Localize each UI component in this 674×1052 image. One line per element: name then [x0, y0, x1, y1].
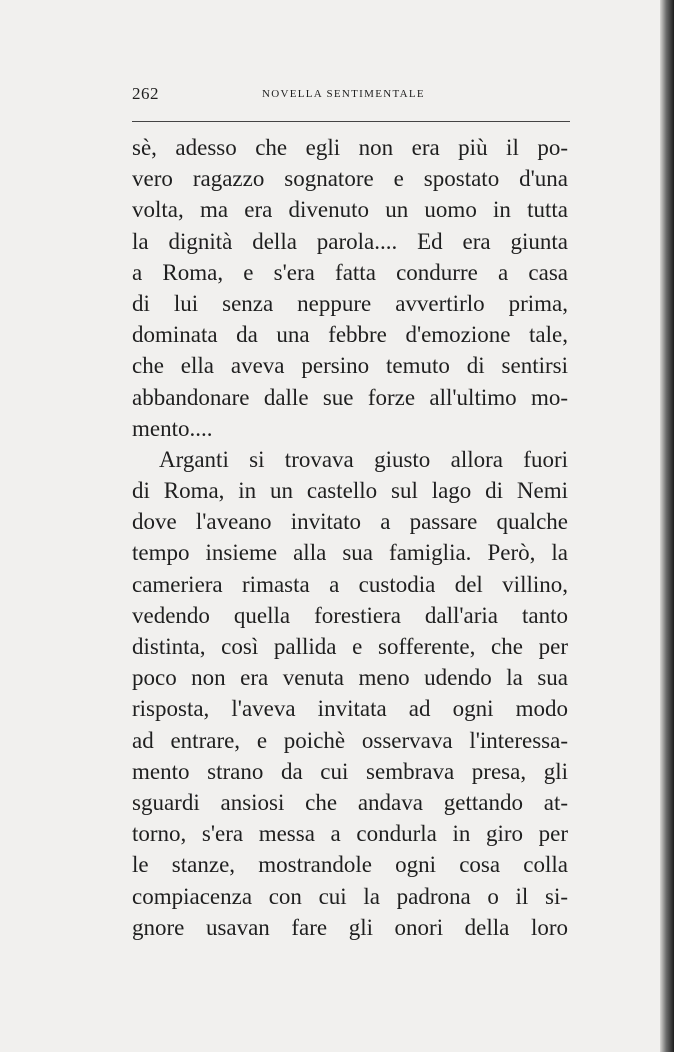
text-line: risposta, l'aveva invitata ad ogni modo: [132, 696, 568, 722]
text-line: tempo insieme alla sua famiglia. Però, la: [132, 540, 568, 566]
text-line: dove l'aveano invitato a passare qualche: [132, 509, 568, 535]
page-number: 262: [132, 84, 159, 103]
text-line: di Roma, in un castello sul lago di Nemi: [132, 478, 568, 504]
text-line: a Roma, e s'era fatta condurre a casa: [132, 259, 568, 285]
text-line: poco non era venuta meno udendo la sua: [132, 665, 568, 691]
book-spine-shadow: [660, 0, 674, 1052]
text-line: torno, s'era messa a condurla in giro per: [132, 821, 568, 847]
text-line: volta, ma era divenuto un uomo in tutta: [132, 197, 568, 223]
body-text: [132, 132, 568, 943]
text-line: che ella aveva persino temuto di sentirsi: [132, 353, 568, 379]
page-header: [132, 84, 570, 106]
text-line: vero ragazzo sognatore e spostato d'una: [132, 166, 568, 192]
text-line: le stanze, mostrandole ogni cosa colla: [132, 852, 568, 878]
text-line: abbandonare dalle sue forze all'ultimo mo-: [132, 384, 568, 410]
text-line: cameriera rimasta a custodia del villino,: [132, 571, 568, 597]
text-line: compiacenza con cui la padrona o il si-: [132, 883, 568, 909]
text-line: sè, adesso che egli non era più il po-: [132, 135, 568, 160]
text-line: mento....: [132, 415, 213, 441]
text-line: sguardi ansiosi che andava gettando at-: [132, 789, 568, 815]
text-line: Arganti si trovava giusto allora fuori: [159, 446, 568, 472]
header-rule: [132, 121, 570, 122]
text-line: la dignità della parola.... Ed era giunta: [132, 228, 568, 254]
text-line: vedendo quella forestiera dall'aria tanto: [132, 602, 568, 628]
text-line: distinta, così pallida e sofferente, che per: [132, 634, 568, 659]
text-line: dominata da una febbre d'emozione tale,: [132, 322, 568, 348]
text-line: di lui senza neppure avvertirlo prima,: [132, 290, 568, 316]
text-line: mento strano da cui sembrava presa, gli: [132, 758, 568, 784]
text-line: ad entrare, e poichè osservava l'interessa-: [132, 727, 568, 753]
text-line: gnore usavan fare gli onori della loro: [132, 914, 568, 940]
running-title: NOVELLA SENTIMENTALE: [262, 88, 425, 100]
